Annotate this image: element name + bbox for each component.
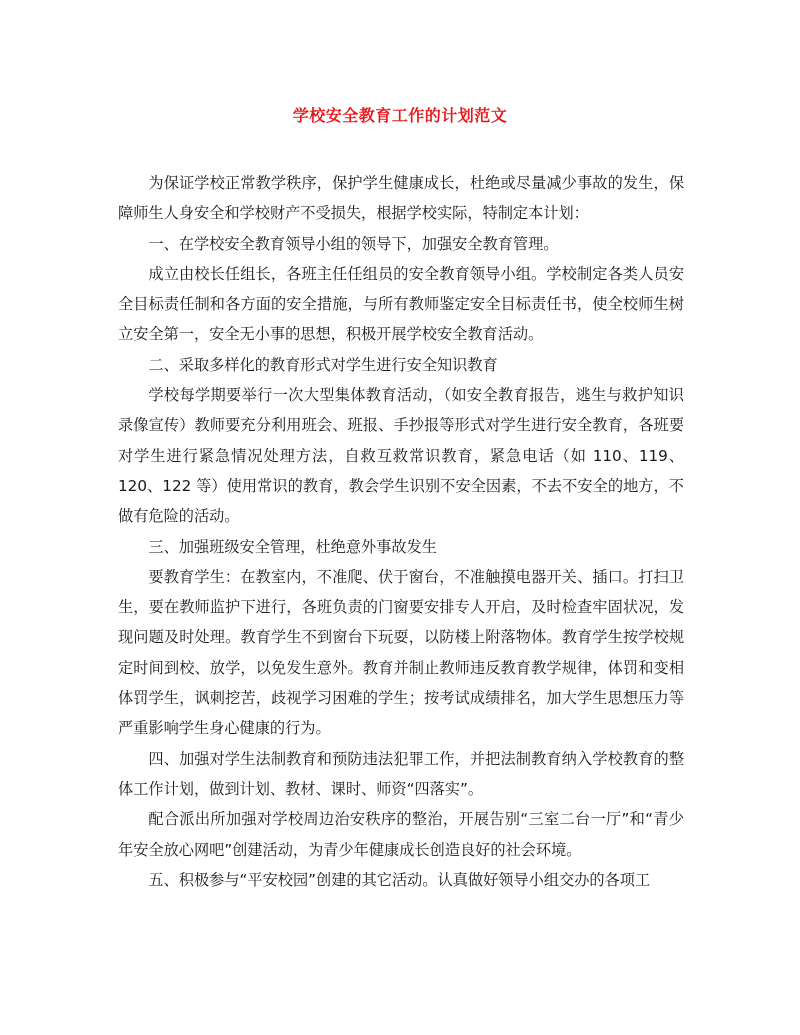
- document-title: 学校安全教育工作的计划范文: [292, 106, 508, 125]
- paragraph: 成立由校长任组长，各班主任任组员的安全教育领导小组。学校制定各类人员安全目标责任制和各方面的安全措施，与所有教师鉴定安全目标责任书，使全校师生树立安全第一，安全无小事的思想，积极开展学校安全教育活动。: [118, 264, 684, 344]
- section-heading-1: 一、在学校安全教育领导小组的领导下，加强安全教育管理。: [148, 234, 559, 253]
- section-heading-2: 二、采取多样化的教育形式对学生进行安全知识教育: [148, 355, 498, 374]
- section-heading-5: 五、积极参与“平安校园”创建的其它活动。认真做好领导小组交办的各项工: [148, 870, 651, 889]
- paragraph: 配合派出所加强对学校周边治安秩序的整治，开展告别“三室二台一厅”和“青少年安全放心网吧”创建活动，为青少年健康成长创造良好的社会环境。: [118, 810, 684, 859]
- paragraph: 要教育学生：在教室内，不准爬、伏于窗台，不准触摸电器开关、插口。打扫卫生，要在教师监护下进行，各班负责的门窗要安排专人开启，及时检查牢固状况，发现问题及时处理。教育学生不到窗台下玩耍，以防楼上附落物体。教育学生按学校规定时间到校、放学，以免发生意外。教育并制止教师违反教育教学规律，体罚和变相体罚学生，讽刺挖苦，歧视学习困难的学生；按考试成绩排名，加大学生思想压力等严重影响学生身心健康的行为。: [118, 567, 684, 738]
- section-heading-4: 四、加强对学生法制教育和预防违法犯罪工作，并把法制教育纳入学校教育的整体工作计划，做到计划、教材、课时、师资“四落实”。: [118, 749, 684, 798]
- paragraph-intro: 为保证学校正常教学秩序，保护学生健康成长，杜绝或尽量减少事故的发生，保障师生人身安全和学校财产不受损失，根据学校实际，特制定本计划：: [118, 174, 684, 223]
- document-body: [118, 168, 684, 895]
- paragraph: 学校每学期要举行一次大型集体教育活动，（如安全教育报告，逃生与救护知识录像宣传）教师要充分利用班会、班报、手抄报等形式对学生进行安全教育，各班要对学生进行紧急情况处理方法，自救互救常识教育，紧急电话（如 110、119、120、122 等）使用常识的教育，教会学生识别不安全因素，不去不安全的地方，不做有危险的活动。: [118, 386, 684, 526]
- section-heading-3: 三、加强班级安全管理，杜绝意外事故发生: [148, 537, 437, 556]
